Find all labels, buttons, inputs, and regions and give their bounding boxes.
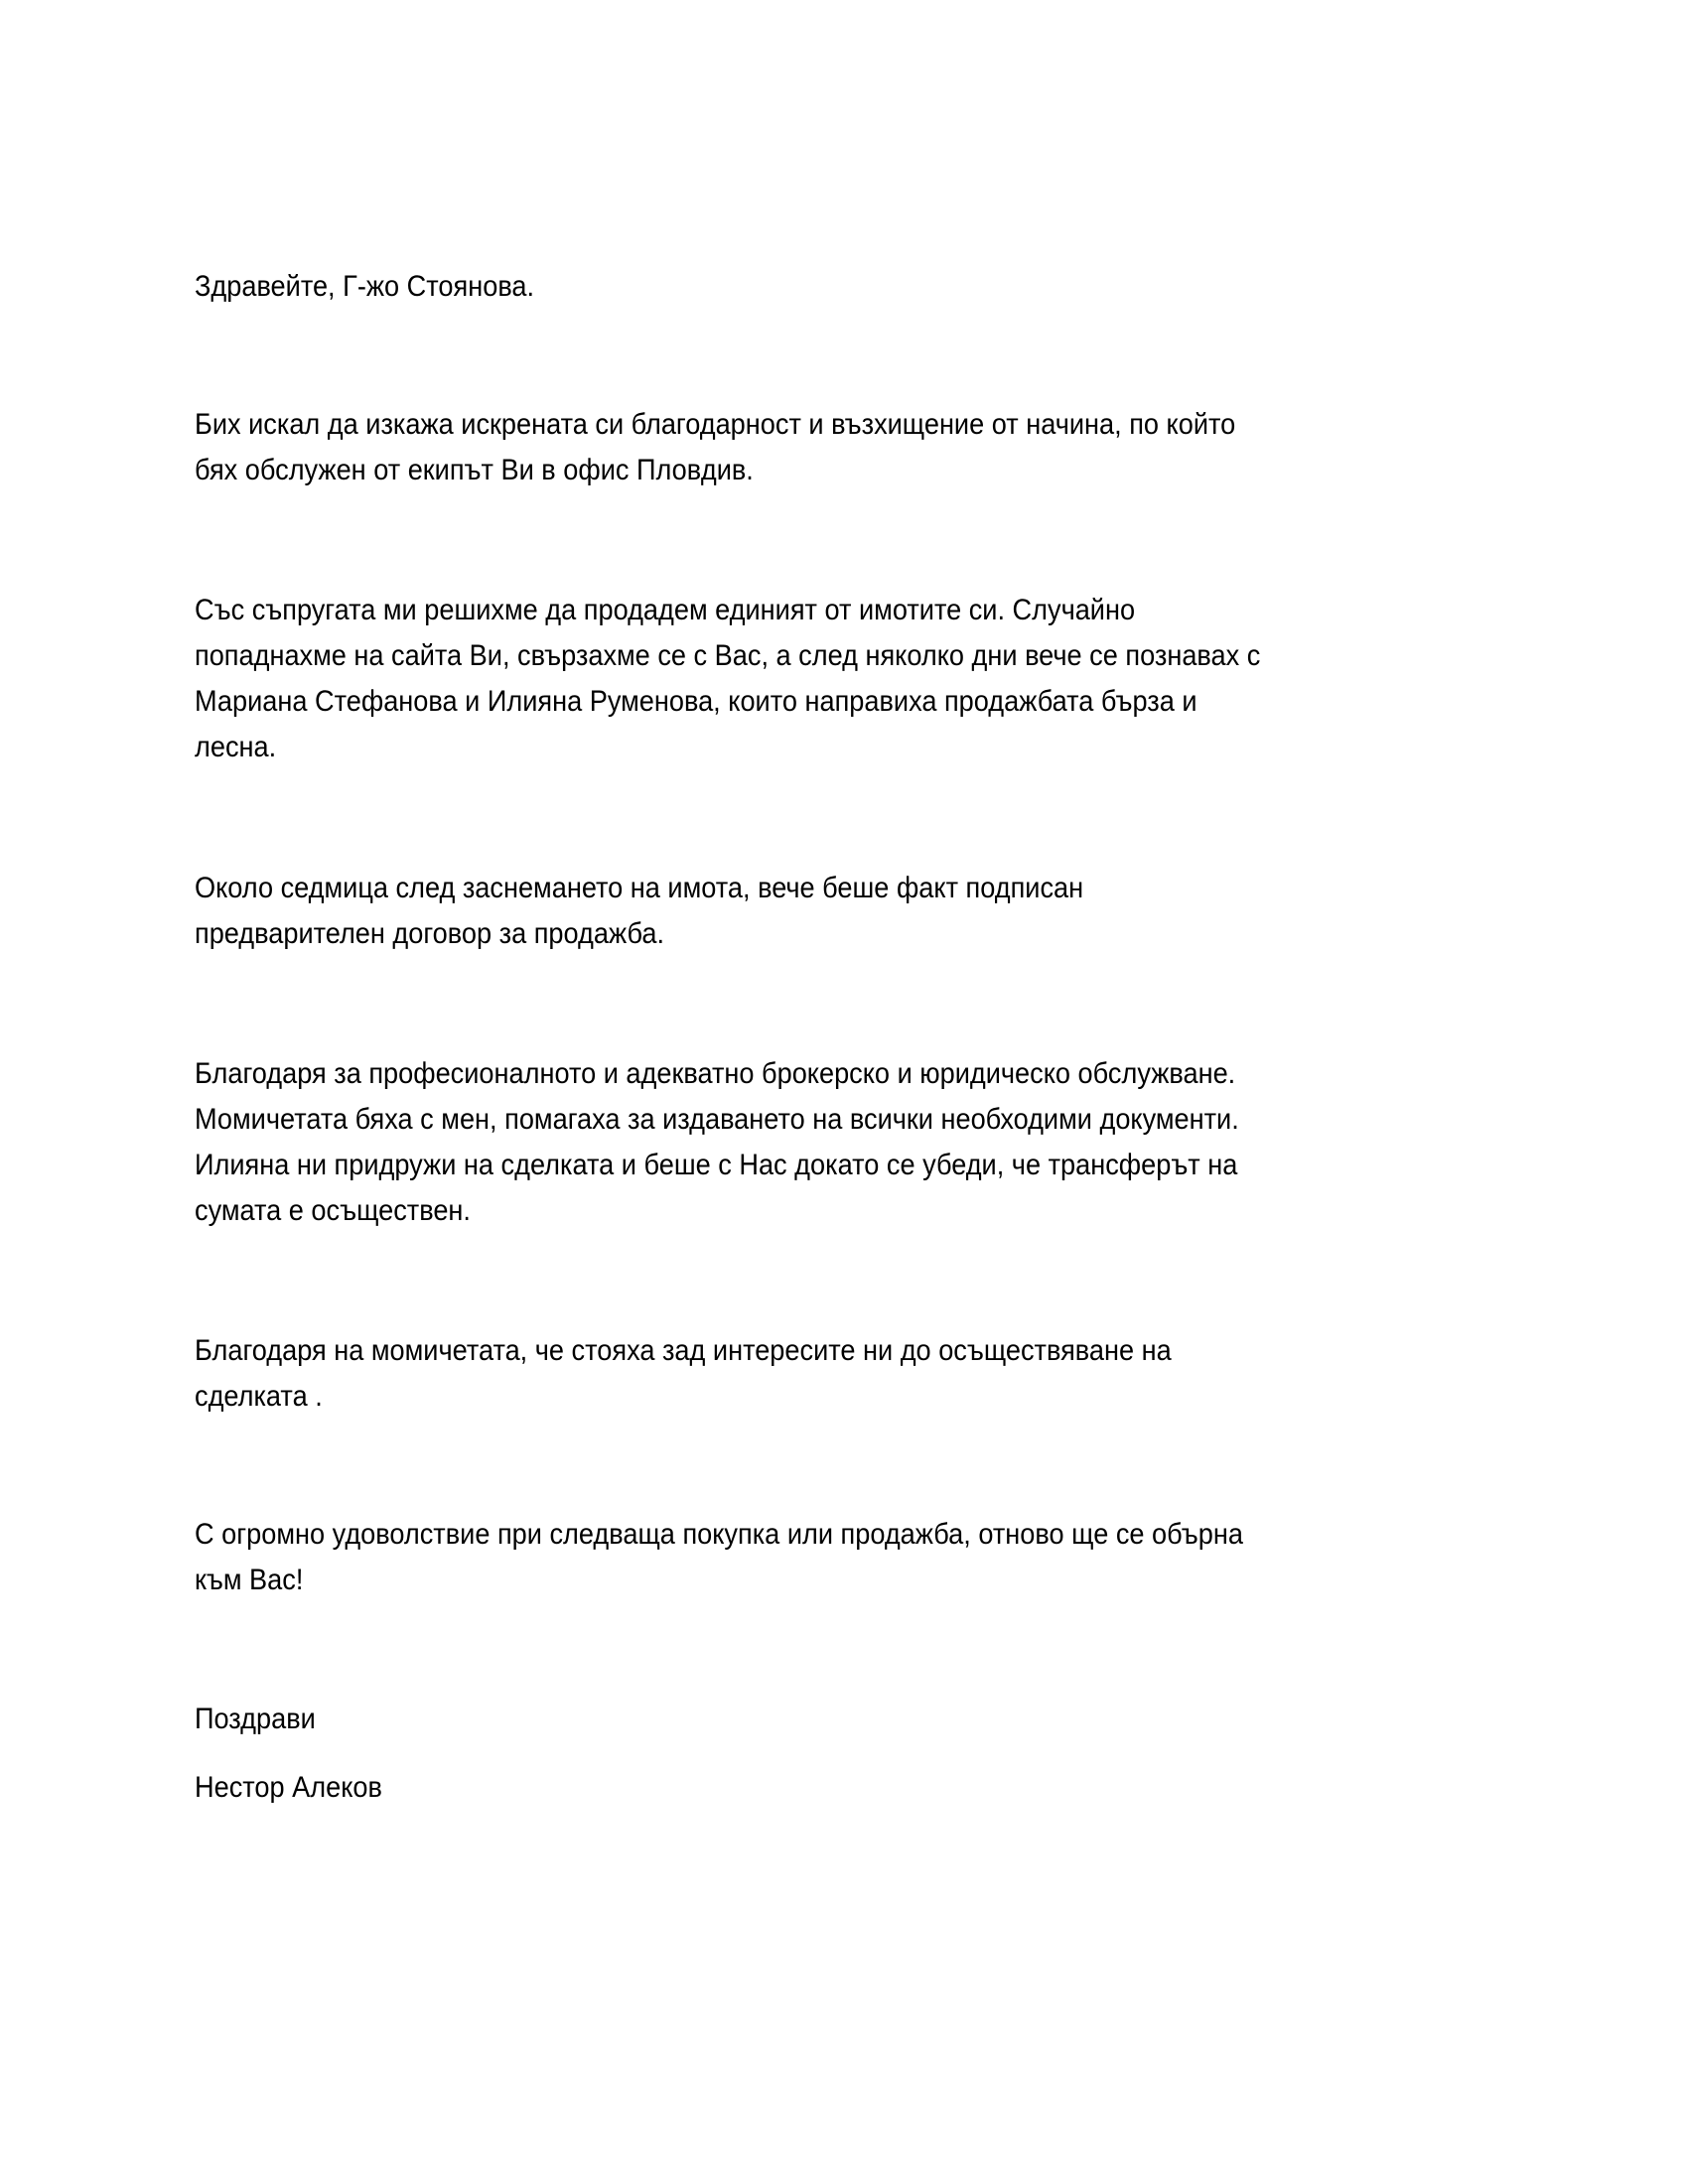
- paragraph-line: сумата е осъществен.: [195, 1194, 471, 1227]
- paragraph-line: Бих искал да изкажа искрената си благодарност и възхищение от начина, по който: [195, 408, 1236, 441]
- paragraph-line: Около седмица след заснемането на имота, вече беше факт подписан: [195, 872, 1084, 904]
- greeting: [195, 264, 1585, 310]
- paragraph-line: Момичетата бяха с мен, помагаха за издаването на всички необходими документи.: [195, 1103, 1239, 1136]
- paragraph-line: Илияна ни придружи на сделката и беше с Нас докато се убеди, че трансферът на: [195, 1149, 1238, 1181]
- paragraph-gratitude: [195, 402, 1585, 493]
- paragraph-line: сделката .: [195, 1380, 323, 1413]
- paragraph-future: [195, 1512, 1585, 1603]
- paragraph-line: попаднахме на сайта Ви, свързахме се с Вас, а след няколко дни вече се познавах с: [195, 639, 1261, 672]
- paragraph-service: [195, 1051, 1585, 1234]
- paragraph-line: С огромно удоволствие при следваща покупка или продажба, отново ще се обърна: [195, 1518, 1243, 1551]
- paragraph-line: предварителен договор за продажба.: [195, 917, 665, 950]
- paragraph-line: бях обслужен от екипът Ви в офис Пловдив.: [195, 454, 754, 486]
- paragraph-line: лесна.: [195, 731, 277, 763]
- paragraph-line: към Вас!: [195, 1564, 304, 1596]
- greeting-text: Здравейте, Г-жо Стоянова.: [195, 270, 535, 303]
- closing-text: Поздрави: [195, 1703, 316, 1735]
- paragraph-contract: [195, 866, 1585, 957]
- signature: [195, 1765, 1585, 1811]
- signature-name: Нестор Алеков: [195, 1771, 382, 1804]
- closing: [195, 1697, 1585, 1742]
- paragraph-line: Благодаря на момичетата, че стояха зад интересите ни до осъществяване на: [195, 1334, 1172, 1367]
- paragraph-line: Със съпругата ми решихме да продадем единият от имотите си. Случайно: [195, 594, 1136, 626]
- paragraph-thanks: [195, 1328, 1585, 1420]
- paragraph-line: Благодаря за професионалното и адекватно брокерско и юридическо обслужване.: [195, 1057, 1236, 1090]
- paragraph-story: [195, 588, 1585, 770]
- paragraph-line: Мариана Стефанова и Илияна Руменова, които направиха продажбата бърза и: [195, 685, 1197, 718]
